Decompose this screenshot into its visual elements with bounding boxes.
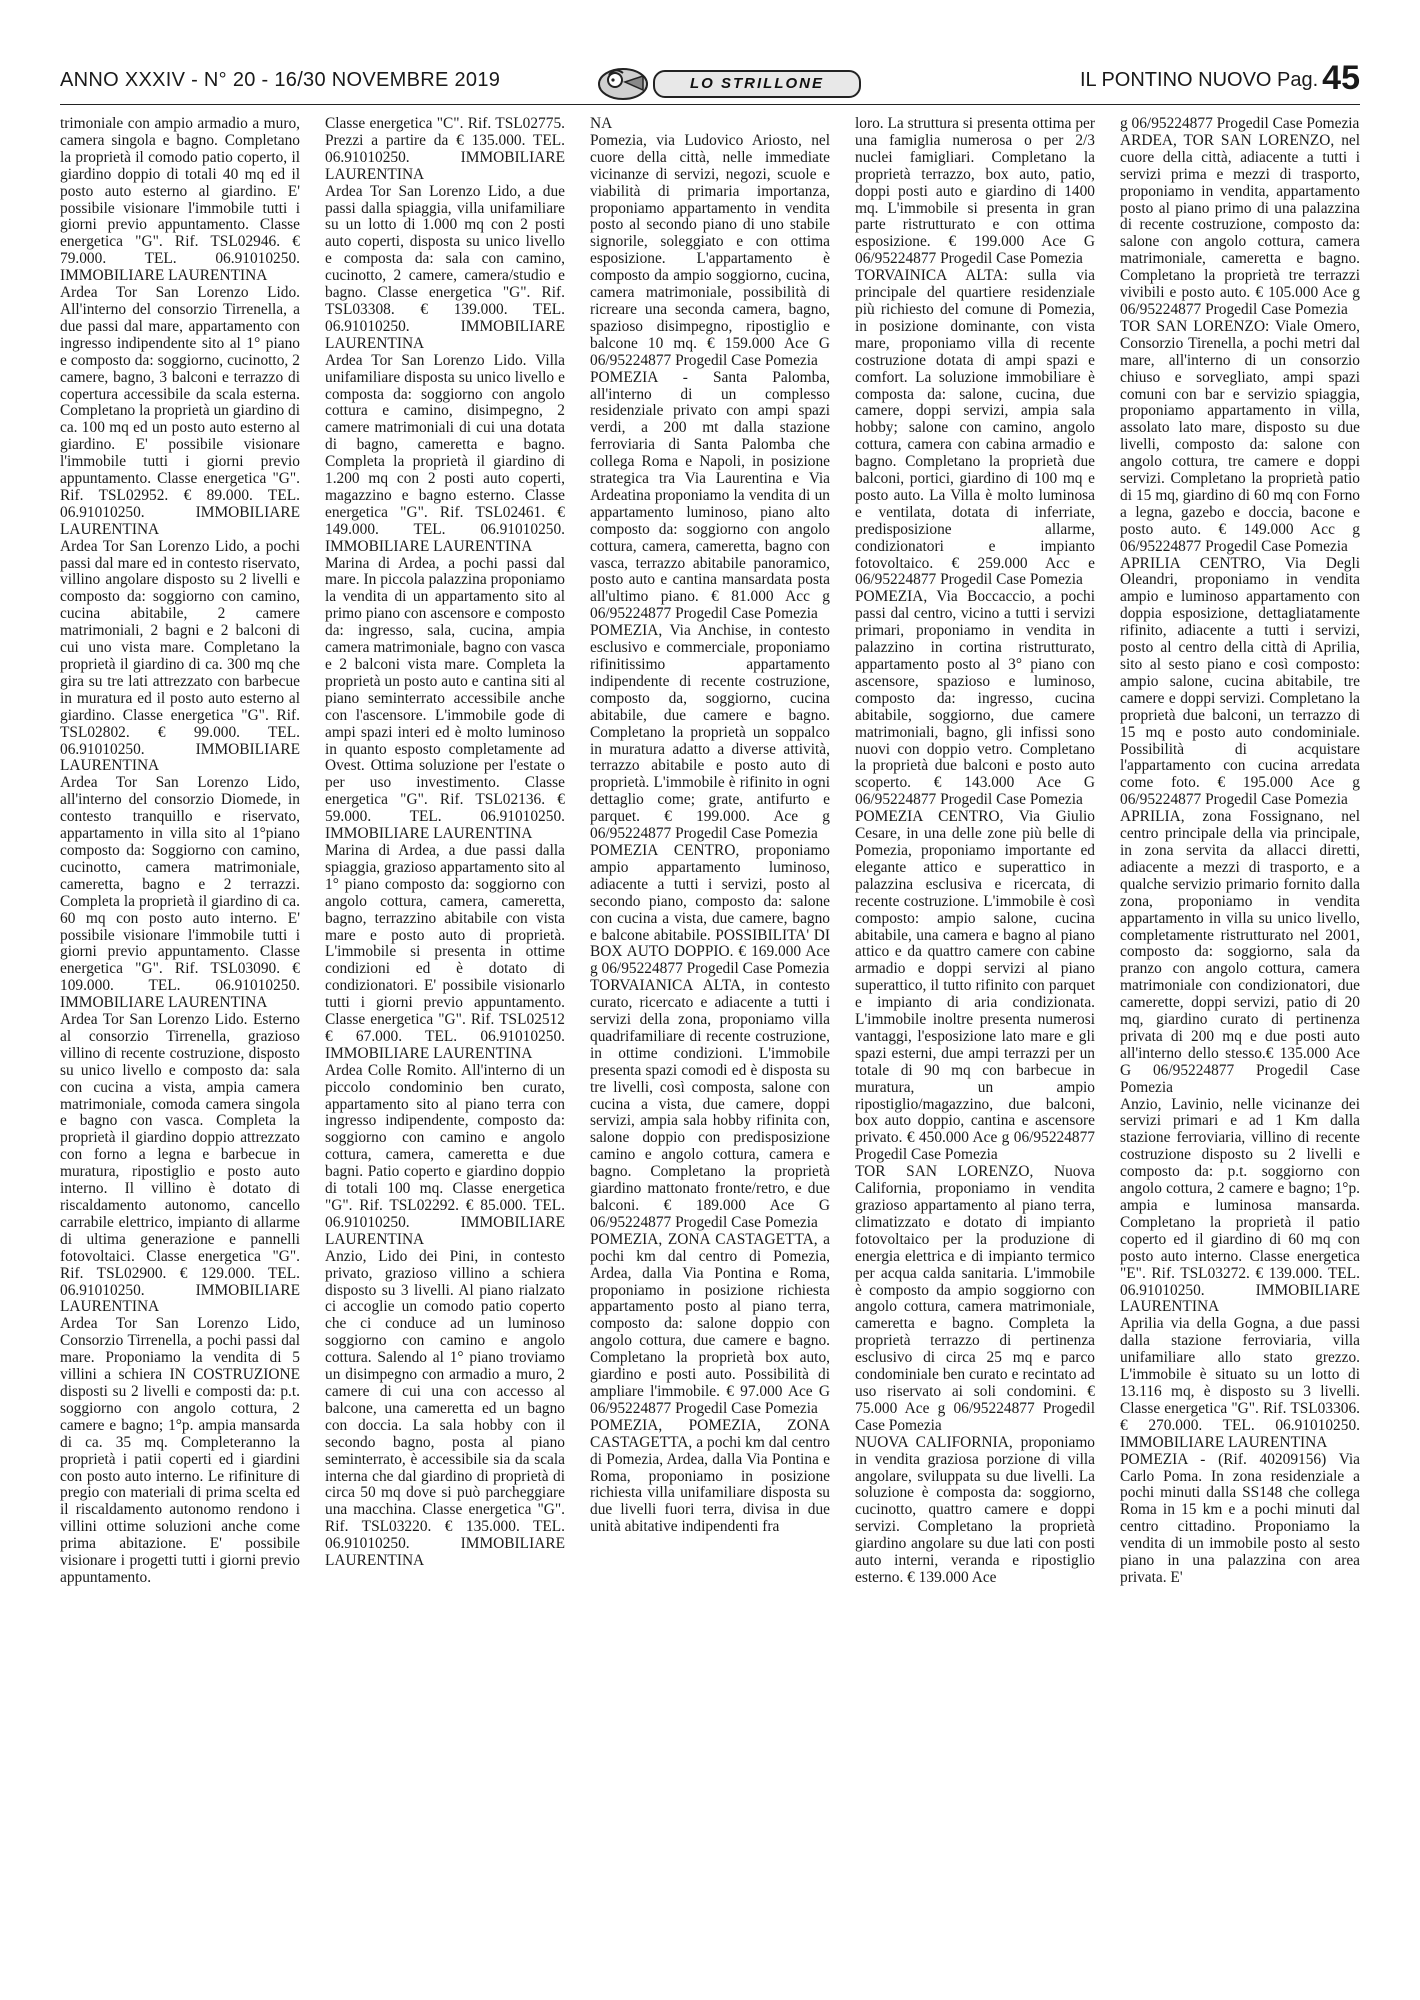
text-column-2	[325, 116, 565, 1976]
listing-paragraph: NA	[590, 116, 613, 132]
page-header	[60, 56, 1360, 100]
listing-paragraph: NUOVA CALIFORNIA, proponiamo in vendita graziosa porzione di villa angolare, sviluppata su due livelli. La soluzione è composta da: soggiorno, cucinotto, quattro camere e doppi servizi. Completano la proprietà giardino angolare su due lati con posti auto interni, veranda e ripostiglio esterno. € 139.000 Ace	[855, 1433, 1095, 1586]
listing-paragraph: Ardea Tor San Lorenzo Lido, a due passi dalla spiaggia, villa unifamiliare su un lotto di 1.000 mq con 2 posti auto coperti, disposta su unico livello e composta da: sala con camino, cucinotto, 2 camere, camera/studio e bagno. Classe energetica "G". Rif. TSL03308. € 139.000. TEL. 06.91010250. IMMOBILIARE LAURENTINA	[325, 182, 565, 352]
listing-paragraph: g 06/95224877 Progedil Case Pomezia	[1120, 116, 1360, 132]
publication-name: IL PONTINO NUOVO Pag.	[1079, 69, 1319, 91]
text-column-4	[855, 116, 1095, 1976]
listing-paragraph: POMEZIA CENTRO, Via Giulio Cesare, in una delle zone più belle di Pomezia, proponiamo importante ed elegante attico e superattico in palazzina esclusiva e ricercata, di recente costruzione. L'immobile è così composto: ampio salone, cucina abitabile, una camera e bagno al piano attico e da quattro camere con cabine armadio e doppi servizi al piano superattico, il tutto rifinito con parquet e impianto di aria condizionata. L'immobile inoltre presenta numerosi vantaggi, l'esposizione lato mare e gli spazi esterni, due ampi terrazzi per un totale di 90 mq con barbecue in muratura, un ampio ripostiglio/magazzino, due balconi, box auto doppio, cantina e ascensore privato. € 450.000 Ace g 06/95224877 Progedil Case Pomezia	[855, 808, 1095, 1164]
listing-paragraph: TOR SAN LORENZO, Nuova California, proponiamo in vendita grazioso appartamento al piano terra, climatizzato e dotato di impianto fotovoltaico per la produzione di energia elettrica e di impianto termico per acqua calda sanitaria. L'immobile è composto da ampio soggiorno con angolo cottura, camera matrimoniale, cameretta e bagno. Completa la proprietà terrazzo di pertinenza esclusivo di circa 25 mq e parco condominiale ben curato e recintato ad uso riservato ai soli condomini. € 75.000 Ace g 06/95224877 Progedil Case Pomezia	[855, 1163, 1095, 1434]
classifieds-columns	[60, 116, 1360, 1976]
listing-paragraph: POMEZIA, Via Boccaccio, a pochi passi dal centro, vicino a tutti i servizi primari, proponiamo in vendita in palazzino in cortina ristrutturato, appartamento posto al 3° piano con ascensore, spazioso e luminoso, composto da: ingresso, cucina abitabile, soggiorno, due camere matrimoniali, bagno, gli infissi sono nuovi con doppio vetro. Completano la proprietà due balconi e posto auto scoperto. € 143.000 Ace G 06/95224877 Progedil Case Pomezia	[855, 588, 1095, 809]
listing-paragraph: Classe energetica "C". Rif. TSL02775. Prezzi a partire da € 135.000. TEL. 06.91010250. IMMOBILIARE LAURENTINA	[325, 116, 565, 183]
listing-paragraph: POMEZIA - (Rif. 40209156) Via Carlo Poma. In zona residenziale a pochi minuti dalla SS148 che collega Roma in 15 km e a pochi minuti dal centro cittadino. Proponiamo la vendita di un immobile posto al sesto piano in una palazzina con area privata. E'	[1120, 1450, 1360, 1586]
listing-paragraph: APRILIA, zona Fossignano, nel centro principale della via principale, in zona servita da allacci diretti, adiacente a mezzi di trasporto, e a qualche servizio primario fornito dalla zona, proponiamo in vendita appartamento in villa su unico livello, completamente ristrutturato nel 2001, composto da: soggiorno, sala da pranzo con angolo cottura, camera matrimoniale con condizionatori, due camerette, doppi servizi, patio di 20 mq, giardino curato di pertinenza privata di 200 mq e due posti auto all'interno dello stesso.€ 135.000 Ace G 06/95224877 Progedil Case Pomezia	[1120, 808, 1360, 1096]
listing-paragraph: Aprilia via della Gogna, a due passi dalla stazione ferroviaria, villa unifamiliare allo stato grezzo. L'immobile è situato su un lotto di 13.116 mq, è disposto su 3 livelli. Classe energetica "G". Rif. TSL03306. € 270.000. TEL. 06.91010250. IMMOBILIARE LAURENTINA	[1120, 1315, 1360, 1451]
listing-paragraph: Ardea Tor San Lorenzo Lido. Esterno al consorzio Tirrenella, grazioso villino di recente costruzione, disposto su unico livello e composto da: sala con cucina a vista, ampia camera matrimoniale, comoda camera singola e bagno con vasca. Completa la proprietà il giardino doppio attrezzato con forno a legna e barbecue in muratura, ripostiglio e posto auto interno. Il villino è dotato di riscaldamento autonomo, cancello carrabile elettrico, impianto di allarme di ultima generazione e pannelli fotovoltaici. Classe energetica "G". Rif. TSL02900. € 129.000. TEL. 06.91010250. IMMOBILIARE LAURENTINA	[60, 1011, 300, 1316]
listing-paragraph: Ardea Tor San Lorenzo Lido. Villa unifamiliare disposta su unico livello e composta da: soggiorno con angolo cottura e camino, disimpegno, 2 camere matrimoniali di cui una dotata di bagno, cameretta e bagno. Completa la proprietà il giardino di 1.200 mq con 2 posti auto coperti, magazzino e bagno esterno. Classe energetica "G". Rif. TSL02461. € 149.000. TEL. 06.91010250. IMMOBILIARE LAURENTINA	[325, 351, 565, 555]
newsboy-icon	[595, 62, 651, 102]
listing-paragraph: TORVAINICA ALTA: sulla via principale del quartiere residenziale più richiesto del comune di Pomezia, in posizione dominante, con vista mare, proponiamo villa di recente costruzione dotata di ampi spazi e comfort. La soluzione immobiliare è composta da: salone, cucina, due camere, doppi servizi, ampia sala hobby; salone con camino, angolo cottura, camera con cabina armadio e bagno. Completano la proprietà due balconi, portici, giardino di 100 mq e posto auto. La Villa è molto luminosa e ventilata, dotata di inferriate, predisposizione allarme, condizionatori e impianto fotovoltaico. € 259.000 Acc e 06/95224877 Progedil Case Pomezia	[855, 267, 1095, 589]
listing-paragraph: POMEZIA, Via Anchise, in contesto esclusivo e commerciale, proponiamo rifinitissimo appartamento indipendente di recente costruzione, composto da, soggiorno, cucina abitabile, due camere e bagno. Completano la proprietà un soppalco in muratura adatto a diverse attività, terrazzo abitabile e posto auto di proprietà. L'immobile è rifinito in ogni dettaglio come; grate, antifurto e parquet. € 199.000. Ace g 06/95224877 Progedil Case Pomezia	[590, 622, 830, 843]
listing-paragraph: Marina di Ardea, a due passi dalla spiaggia, grazioso appartamento sito al 1° piano composto da: soggiorno con angolo cottura, camera, cameretta, bagno, terrazzino abitabile con vista mare e posto auto di proprietà. L'immobile si presenta in ottime condizioni ed è dotato di condizionatori. E' possibile visionarlo tutti i giorni previo appuntamento. Classe energetica "G". Rif. TSL02512 € 67.000. TEL. 06.91010250. IMMOBILIARE LAURENTINA	[325, 841, 565, 1062]
publication-info	[1080, 59, 1360, 98]
listing-paragraph: APRILIA CENTRO, Via Degli Oleandri, proponiamo in vendita ampio e luminoso appartamento con doppia esposizione, dettagliatamente rifinito, adiacente a tutti i servizi, posto al centro della città di Aprilia, sito al sesto piano e così composto: ampio salone, cucina abitabile, tre camere e doppi servizi. Completano la proprietà due balconi, un terrazzo di 15 mq e posto auto condominiale. Possibilità di acquistare l'appartamento con cucina arredata come foto. € 195.000 Ace g 06/95224877 Progedil Case Pomezia	[1120, 554, 1360, 809]
listing-paragraph: Anzio, Lavinio, nelle vicinanze dei servizi primari e ad 1 Km dalla stazione ferroviaria, villino di recente costruzione disposto su 2 livelli e composto da: p.t. soggiorno con angolo cottura, 2 camere e bagno; 1°p. ampia e luminosa mansarda. Completano la proprietà il patio coperto ed il giardino di 60 mq con posto auto interno. Classe energetica "E". Rif. TSL03272. € 139.000. TEL. 06.91010250. IMMOBILIARE LAURENTINA	[1120, 1095, 1360, 1316]
issue-info: ANNO XXXIV - N° 20 - 16/30 NOVEMBRE 2019	[60, 69, 501, 91]
listing-paragraph: POMEZIA, POMEZIA, ZONA CASTAGETTA, a pochi km dal centro di Pomezia, Ardea, dalla Via Pontina e Roma, proponiamo in posizione richiesta villa unifamiliare disposta su due livelli fuori terra, divisa in due unità abitative indipendenti fra	[590, 1416, 830, 1536]
listing-paragraph: Anzio, Lido dei Pini, in contesto privato, grazioso villino a schiera disposto su 3 livelli. Al piano rialzato ci accoglie un comodo patio coperto che ci conduce ad un luminoso soggiorno con camino e angolo cottura. Salendo al 1° piano troviamo un disimpegno con armadio a muro, 2 camere di cui una con accesso al balcone, una cameretta ed un bagno con doccia. La sala hobby con il secondo bagno, posta al piano seminterrato, è accessibile sia da scala interna che dal giardino di proprietà di circa 50 mq dove si può parcheggiare una macchina. Classe energetica "G". Rif. TSL03220. € 135.000. TEL. 06.91010250. IMMOBILIARE LAURENTINA	[325, 1247, 565, 1570]
listing-paragraph: Ardea Tor San Lorenzo Lido, Consorzio Tirrenella, a pochi passi dal mare. Proponiamo la vendita di 5 villini a schiera IN COSTRUZIONE disposti su 2 livelli e composti da: p.t. soggiorno con angolo cottura, 2 camere e bagno; 1°p. ampia mansarda di ca. 35 mq. Completeranno la proprietà i patii coperti ed i giardini con posto auto interno. Le rifiniture di pregio con materiali di prima scelta ed il riscaldamento autonomo rendono i villini ottime soluzioni anche come prima abitazione. E' possibile visionare i progetti tutti i giorni previo appuntamento.	[60, 1315, 300, 1586]
header-divider	[60, 104, 1360, 105]
listing-paragraph: trimoniale con ampio armadio a muro, camera singola e bagno. Completano la proprietà il comodo patio coperto, il giardino doppio di totali 40 mq ed il posto auto esterno al giardino. E' possibile visionare l'immobile tutti i giorni previo appuntamento. Classe energetica "G". Rif. TSL02946. € 79.000. TEL. 06.91010250. IMMOBILIARE LAURENTINA	[60, 116, 300, 285]
page-number: 45	[1322, 59, 1360, 97]
listing-paragraph: Ardea Tor San Lorenzo Lido. All'interno del consorzio Tirrenella, a due passi dal mare, appartamento con ingresso indipendente sito al 1° piano e composto da: soggiorno, cucinotto, 2 camere, bagno, 3 balconi e terrazzo di copertura accessibile da scala esterna. Completano la proprietà un giardino di ca. 100 mq ed un posto auto esterno al giardino. E' possibile visionare l'immobile tutti i giorni previo appuntamento. Classe energetica "G". Rif. TSL02952. € 89.000. TEL. 06.91010250. IMMOBILIARE LAURENTINA	[60, 284, 300, 538]
text-column-5	[1120, 116, 1360, 1976]
listing-paragraph: POMEZIA CENTRO, proponiamo ampio appartamento luminoso, adiacente a tutti i servizi, posto al secondo piano, composto da: salone con cucina a vista, due camere, bagno e balcone abitabile. POSSIBILITA' DI BOX AUTO DOPPIO. € 169.000 Ace g 06/95224877 Progedil Case Pomezia	[590, 841, 830, 978]
listing-paragraph: Marina di Ardea, a pochi passi dal mare. In piccola palazzina proponiamo la vendita di un appartamento sito al primo piano con ascensore e composto da: ingresso, sala, cucina, ampia camera matrimoniale, bagno con vasca e 2 balconi vista mare. Completa la proprietà un posto auto e cantina siti al piano seminterrato accessibile anche con l'ascensore. L'immobile gode di ampi spazi interi ed è molto luminoso in quanto esposto completamente ad Ovest. Ottima soluzione per l'estate o per uso investimento. Classe energetica "G". Rif. TSL02136. € 59.000. TEL. 06.91010250. IMMOBILIARE LAURENTINA	[325, 554, 565, 843]
listing-paragraph: Ardea Tor San Lorenzo Lido, all'interno del consorzio Diomede, in contesto tranquillo e riservato, appartamento in villa sito al 1°piano composto da: Soggiorno con camino, cucinotto, camera matrimoniale, cameretta, bagno e 2 terrazzi. Completa la proprietà il giardino di ca. 60 mq con posto auto interno. E' possibile visionare l'immobile tutti i giorni previo appuntamento. Classe energetica "G". Rif. TSL03090. € 109.000. TEL. 06.91010250. IMMOBILIARE LAURENTINA	[60, 774, 300, 1012]
listing-paragraph: Pomezia, via Ludovico Ariosto, nel cuore della città, nelle immediate vicinanze di servizi, negozi, scuole e viabilità di primaria importanza, proponiamo appartamento in vendita posto al secondo piano di uno stabile signorile, soleggiato e con ottima esposizione. L'appartamento è composto da ampio soggiorno, cucina, camera matrimoniale, possibilità di ricreare una seconda camera, bagno, spazioso disimpegno, ripostiglio e balcone 10 mq. € 159.000 Ace G 06/95224877 Progedil Case Pomezia	[590, 131, 830, 369]
text-column-3	[590, 116, 830, 1976]
listing-paragraph: loro. La struttura si presenta ottima per una famiglia numerosa o per 2/3 nuclei famigliari. Completano la proprietà terrazzo, box auto, patio, doppi posti auto e giardino di 1400 mq. L'immobile si presenta in gran parte ristrutturato e con ottima esposizione. € 199.000 Ace G 06/95224877 Progedil Case Pomezia	[855, 116, 1095, 268]
text-column-1	[60, 116, 300, 1976]
masthead-logo	[595, 62, 865, 102]
listing-paragraph: POMEZIA - Santa Palomba, all'interno di un complesso residenziale privato con ampi spazi verdi, a 200 mt dalla stazione ferroviaria di Santa Palomba che collega Roma e Napoli, in posizione strategica tra Via Laurentina e Via Ardeatina proponiamo la vendita di un appartamento luminoso, piano alto composto da: soggiorno con angolo cottura, camera, cameretta, bagno con vasca, terrazzo abitabile panoramico, posto auto e cantina mansardata posta all'ultimo piano. € 81.000 Acc g 06/95224877 Progedil Case Pomezia	[590, 368, 830, 623]
listing-paragraph: TOR SAN LORENZO: Viale Omero, Consorzio Tirenella, a pochi metri dal mare, all'interno di un consorzio chiuso e sorvegliato, ampi spazi comuni con bar e servizio spiaggia, proponiamo appartamento in villa, assolato lato mare, disposto su due livelli, composto da: salone con angolo cottura, tre camere e doppi servizi. Completano la proprietà patio di 15 mq, giardino di 60 mq con Forno a legna, gazebo e doccia, bacone e posto auto. € 149.000 Acc g 06/95224877 Progedil Case Pomezia	[1120, 317, 1360, 555]
masthead-title: LO STRILLONE	[653, 70, 861, 98]
listing-paragraph: Ardea Tor San Lorenzo Lido, a pochi passi dal mare ed in contesto riservato, villino angolare disposto su 2 livelli e composto da: soggiorno con camino, cucina abitabile, 2 camere matrimoniali, 2 bagni e 2 balconi di cui uno vista mare. Completano la proprietà il giardino di ca. 300 mq che gira su tre lati attrezzato con barbecue in muratura ed il posto auto esterno al giardino. Classe energetica "G". Rif. TSL02802. € 99.000. TEL. 06.91010250. IMMOBILIARE LAURENTINA	[60, 537, 300, 775]
listing-paragraph: POMEZIA, ZONA CASTAGETTA, a pochi km dal centro di Pomezia, Ardea, dalla Via Pontina e Roma, proponiamo in posizione richiesta appartamento posto al piano terra, composto da: salone doppio con angolo cottura, due camere e bagno. Completano la proprietà box auto, giardino e posti auto. Possibilità di ampliare l'immobile. € 97.000 Ace G 06/95224877 Progedil Case Pomezia	[590, 1230, 830, 1417]
listing-paragraph: TORVAIANICA ALTA, in contesto curato, ricercato e adiacente a tutti i servizi della zona, proponiamo villa quadrifamiliare di recente costruzione, in ottime condizioni. L'immobile presenta spazi comodi ed è disposta su tre livelli, così composta, salone con cucina a vista, due camere, doppi servizi, ampia sala hobby rifinita con, salone doppio con predisposizione camino e angolo cottura, camera e bagno. Completano la proprietà giardino mattonato fronte/retro, e due balconi. € 189.000 Ace G 06/95224877 Progedil Case Pomezia	[590, 977, 830, 1231]
listing-paragraph: ARDEA, TOR SAN LORENZO, nel cuore della città, adiacente a tutti i servizi prima e mezzi di trasporto, proponiamo in vendita, appartamento posto al piano primo di una palazzina di recente costruzione, composto da: salone con angolo cottura, camera matrimoniale, cameretta e bagno. Completano la proprietà tre terrazzi vivibili e posto auto. € 105.000 Ace g 06/95224877 Progedil Case Pomezia	[1120, 131, 1360, 318]
listing-paragraph: Ardea Colle Romito. All'interno di un piccolo condominio ben curato, appartamento sito al piano terra con ingresso indipendente, composto da: soggiorno con camino e angolo cottura, camera, cameretta e due bagni. Patio coperto e giardino doppio di totali 100 mq. Classe energetica "G". Rif. TSL02292. € 85.000. TEL. 06.91010250. IMMOBILIARE LAURENTINA	[325, 1061, 565, 1248]
